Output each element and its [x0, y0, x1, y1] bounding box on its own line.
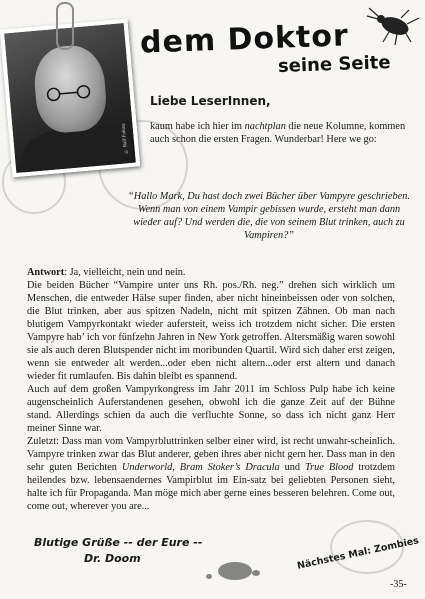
answer-paragraph — [27, 435, 395, 513]
intro-text: kaum habe ich hier im — [150, 121, 245, 132]
page-title: dem Doktor — [139, 18, 350, 61]
page-number: -35- — [390, 579, 407, 590]
signoff-line: Blutige Grüße -- der Eure -- — [34, 536, 203, 549]
letter-intro — [150, 120, 412, 146]
ink-splatter — [218, 562, 252, 580]
reader-question: “Hallo Mark, Du hast doch zwei Bücher über Vampyre geschrieben. Wenn man von einem Vampir gebissen wurde, ersteht man dann wieder auf? Und werden die, die von seinem Blut trinken, auch zu Vampiren?” — [128, 191, 410, 241]
letter-greeting: Liebe LeserInnen, — [150, 94, 271, 108]
intro-magazine-name: nachtplan — [244, 121, 286, 132]
answer-intro — [27, 266, 395, 279]
intro-text: die neue Kolumne, kommen auch schon die ersten Fragen. Wunderbar! Here we go: — [150, 121, 406, 145]
answer-text: und — [279, 462, 306, 473]
page-subtitle: seine Seite — [277, 52, 391, 77]
paperclip-icon — [56, 2, 74, 50]
photo-credit: © Ralf Fokina — [121, 123, 130, 154]
answer-body — [27, 266, 395, 513]
answer-first-line: : Ja, vielleicht, nein und nein. — [64, 267, 186, 278]
answer-paragraph: Auch auf dem großen Vampyrkongress im Jahr 2011 im Schloss Pulp habe ich keine augenscheinlich Auferstandenen gesehen, obwohl ich die ganze Zeit auf der Bühne stand. Allerdings schien da auch die verfluchte Sonne, so dass ich nicht ganz Herr meiner Sinne war. — [27, 384, 395, 434]
author-signature: Dr. Doom — [84, 552, 141, 565]
ink-splatter — [206, 574, 212, 579]
beetle-icon — [365, 6, 421, 46]
film-titles: Underworld, Bram Stoker’s Dracula — [121, 462, 280, 473]
ink-splatter — [252, 570, 260, 576]
answer-text: Zuletzt: Dass man vom Vampyrbluttrinken selber einer wird, ist recht unwahr-scheinlich. Vampyre trinken zwar das Blut anderer, geben ihres aber nicht gern her. Dass man in den sehr guten Berichten — [27, 436, 395, 473]
answer-paragraph: Die beiden Bücher “Vampire unter uns Rh. pos./Rh. neg.” drehen sich wirklich um Menschen, die entweder Hälse super finden, aber nicht hineinbeissen oder von solchen, die Blut trinken, aber aus spitzen Nadeln, nicht mit spitzen Zähnen. Ob man nach blutigem Vampyrkontakt wieder aufersteit, weiss ich trotzdem nicht sicher. Die ersten Vampyre hab’ ich vor fünfzehn Jahren in New York getroffen. Altersmäßig waren sowohl sie als auch deren Blutspender nicht im moribunden Quartil. Wird sich daher erst zeigen, wenn sie entweder alt werden...oder eben nicht altern...oder erst altern und danach wieder fit rumlaufen. Bis dahin bleibt es spannend. — [27, 280, 395, 382]
answer-text: trotzdem heilendes bzw. lebensaendernes Vampirblut im Ein-satz bei geliebten Personen sieht, halte ich für Propaganda. Man möge mich aber gerne eines besseren belehren. Come out, come out, wherever you are... — [27, 462, 395, 512]
next-issue-teaser: Nächstes Mal: Zombies — [296, 535, 420, 572]
series-title: True Blood — [305, 462, 354, 473]
answer-label: Antwort — [27, 267, 65, 278]
